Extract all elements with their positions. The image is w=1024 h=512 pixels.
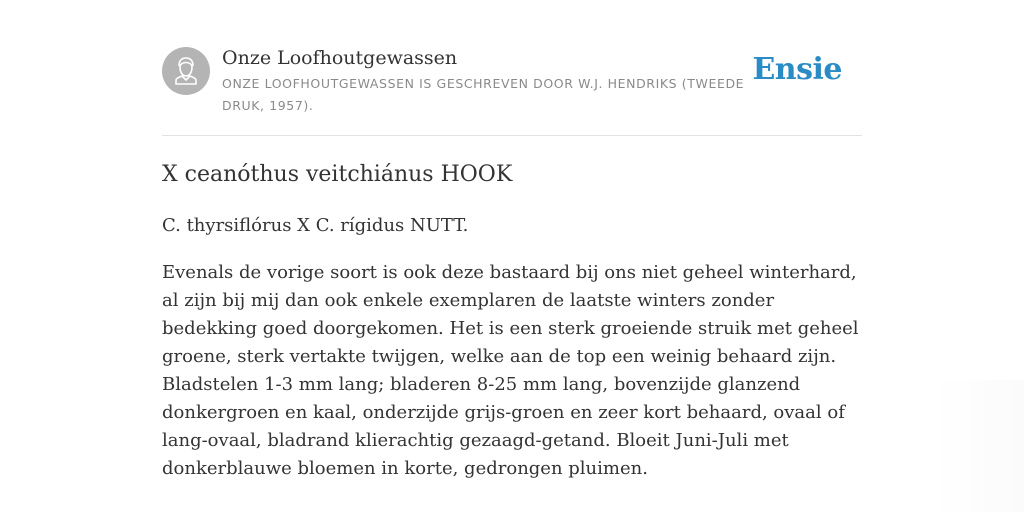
entry-title: X ceanóthus veitchiánus HOOK xyxy=(162,162,513,187)
header-divider xyxy=(162,135,862,136)
entry-body: Evenals de vorige soort is ook deze bastaard bij ons niet geheel winterhard, al zijn bij mij dan ook enkele exemplaren de laatste winters zonder bedekking goed doorgekomen. Het is een sterk groeiende struik met geheel groene, sterk vertakte twijgen, welke aan de top een weinig behaard zijn. Bladstelen 1-3 mm lang; bladeren 8-25 mm lang, bovenzijde glanzend donkergroen en kaal, onderzijde grijs-groen en zeer kort behaard, ovaal of lang-ovaal, bladrand klierachtig gezaagd-getand. Bloeit Juni-Juli met donkerblauwe bloemen in korte, gedrongen pluimen. xyxy=(162,262,859,479)
entry-subtitle: C. thyrsiflórus X C. rígidus NUTT. xyxy=(162,215,469,236)
ensie-logo[interactable]: Ensie xyxy=(752,52,842,87)
book-title[interactable]: Onze Loofhoutgewassen xyxy=(222,47,458,69)
author-avatar xyxy=(162,47,210,95)
book-header xyxy=(162,44,862,124)
book-description: ONZE LOOFHOUTGEWASSEN IS GESCHREVEN DOOR W.J. HENDRIKS (TWEEDE DRUK, 1957). xyxy=(222,76,745,113)
edge-fade xyxy=(934,380,1024,512)
user-icon xyxy=(162,47,210,95)
